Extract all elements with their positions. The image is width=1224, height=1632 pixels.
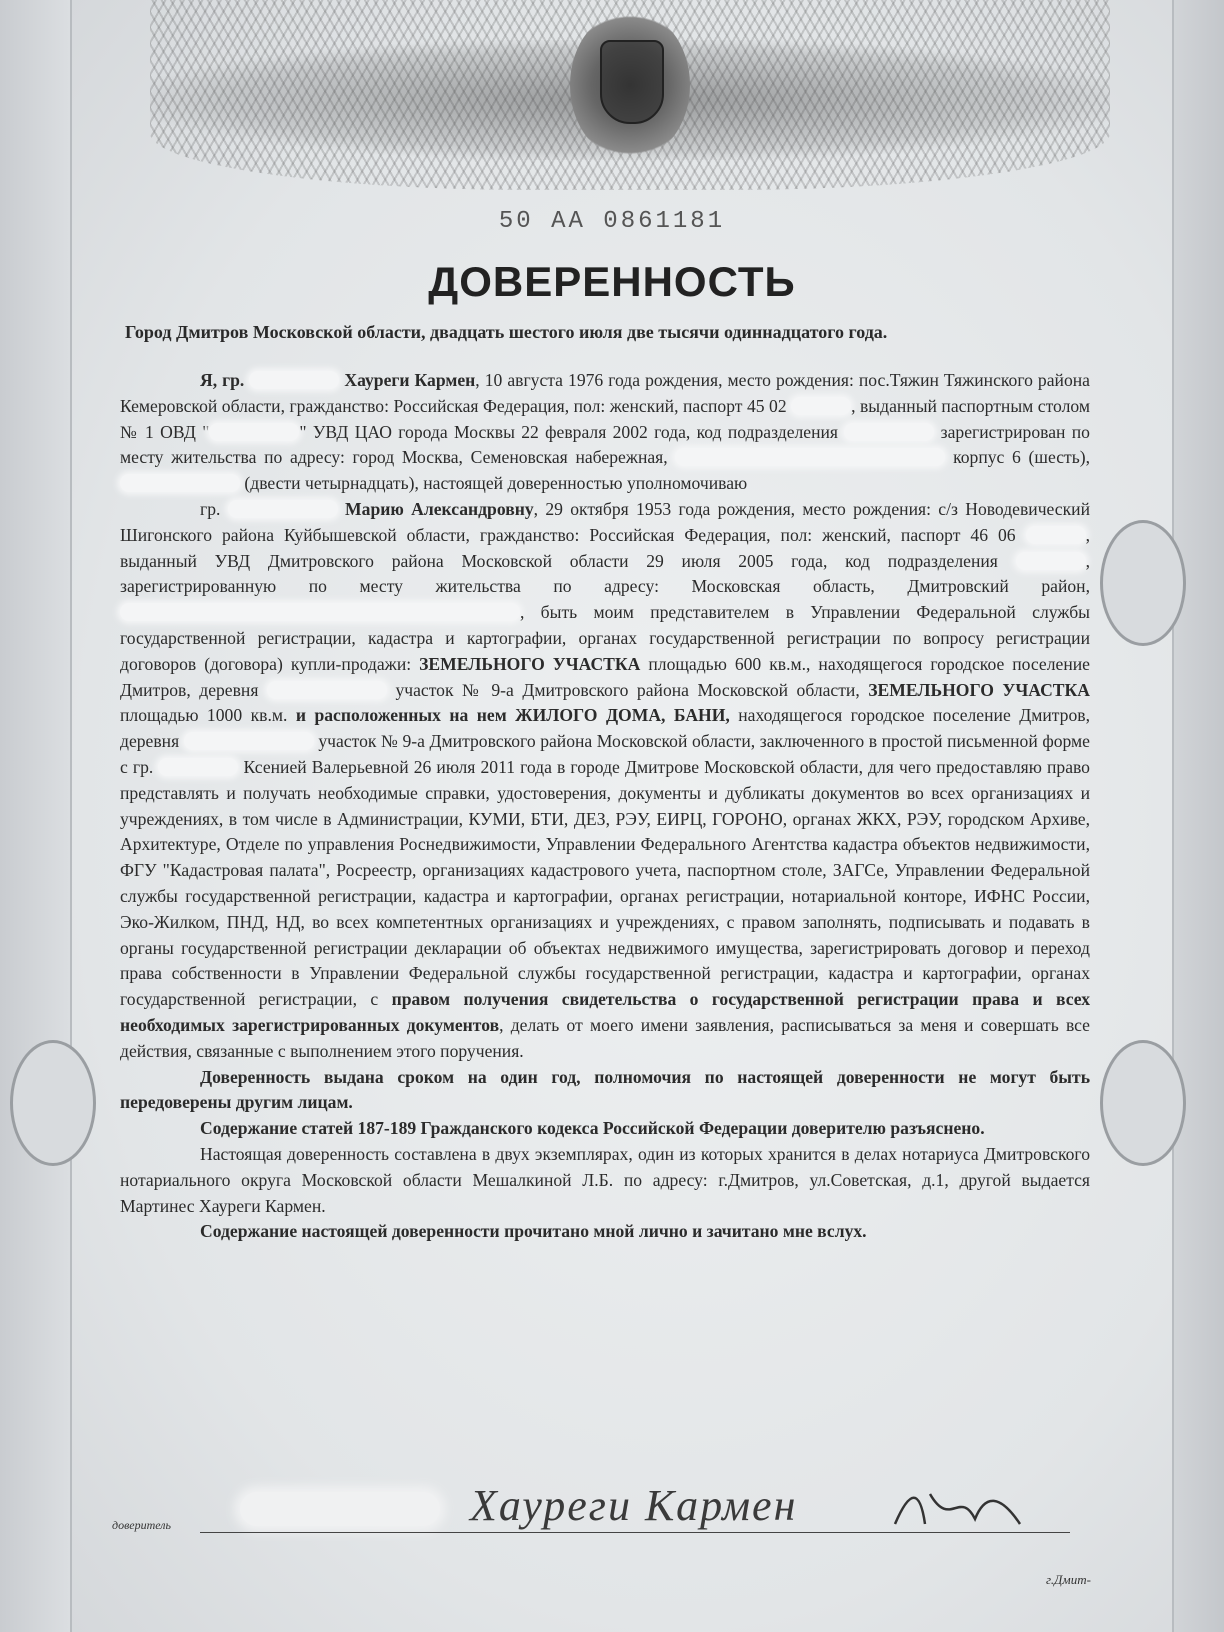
handwritten-signature-name: Хауреги Кармен xyxy=(470,1481,798,1530)
paragraph-representative: гр. Марию Александровну, 29 октября 1953 года рождения, место рождения: с/з Новодевический Шигонского района Куйбышевской области, гражданство: Российская Федерация, пол: женский, паспорт 46 06 , выданный УВД Дмитровского района Московской области 29 июля 2005 года, код подразделения , зарегистрированную по месту жительства по адресу: Московская область, Дмитровский район, , быть моим представителем в Управлении Федеральной службы государственной регистрации, кадастра и картографии, органах государственной регистрации по вопросу регистрации договоров (договора) купли-продажи: ЗЕМЕЛЬНОГО УЧАСТКА площадью 600 кв.м., находящегося городское поселение Дмитров, деревня участок № 9-а Дмитровского района Московской области, ЗЕМЕЛЬНОГО УЧАСТКА площадью 1000 кв.м. и расположенных на нем ЖИЛОГО ДОМА, БАНИ, находящегося городское поселение Дмитров, деревня участок № 9-а Дмитровского района Московской области, заключенного в простой письменной форме с гр. Ксенией Валерьевной 26 июля 2011 года в городе Дмитрове Московской области, для чего предоставляю право представлять и получать необходимые справки, удостоверения, документы и дубликаты документов во всех организациях и учреждениях, в том числе в Администрации, КУМИ, БТИ, ДЕЗ, РЭУ, ЕИРЦ, ГОРОНО, органах ЖКХ, РЭУ, городском Архиве, Архитектуре, Отделе по управления Роснедвижимости, Управлении Федерального Агентства кадастра объектов недвижимости, ФГУ "Кадастровая палата", Росреестр, организациях кадастрового учета, паспортном столе, ЗАГСе, Управлении Федеральной службы государственной регистрации, кадастра и картографии, органах регистрации, нотариальной конторе, ИФНС России, Эко-Жилком, ПНД, НД, во всех компетентных организациях и учреждениях, с правом заполнять, подписывать и подавать в органы государственной регистрации декларации об объектах недвижимого имущества, зарегистрировать договор и переход права собственности в Управлении Федеральной службы государственной регистрации, кадастра и картографии, органах государственной регистрации, с правом получения свидетельства о государственной регистрации права и всех необходимых зарегистрированных документов, делать от моего имени заявления, расписываться за меня и совершать все действия, связанные с выполнением этого поручения. xyxy=(120,498,1090,1061)
paragraph-read-aloud: Содержание настоящей доверенности прочитано мной лично и зачитано мне вслух. xyxy=(200,1221,867,1242)
redacted-block xyxy=(228,500,338,518)
redacted-block xyxy=(675,448,945,466)
redacted-block xyxy=(1026,526,1086,544)
redacted-block xyxy=(844,423,934,441)
redacted-block xyxy=(209,423,299,441)
scroll-curl-right-bottom xyxy=(1100,1040,1186,1166)
paragraph-term: Доверенность выдана сроком на один год, полномочия по настоящей доверенности не могут быть передоверены другим лицам. xyxy=(120,1066,1090,1113)
document-title: ДОВЕРЕННОСТЬ xyxy=(428,258,796,305)
scroll-curl-right-top xyxy=(1100,520,1186,646)
redacted-block xyxy=(158,758,238,776)
form-serial-number: 50 АА 0861181 xyxy=(498,208,726,235)
signature-scribble xyxy=(890,1484,1030,1534)
signature-label: доверитель xyxy=(112,1518,171,1532)
redacted-block xyxy=(184,732,314,750)
redacted-signature-surname xyxy=(240,1492,440,1526)
paragraph-civil-code: Содержание статей 187-189 Гражданского кодекса Российской Федерации доверителю разъяснено. xyxy=(200,1118,985,1139)
paragraph-copies: Настоящая доверенность составлена в двух экземплярах, один из которых хранится в делах нотариуса Дмитровского нотариального округа Московской области Мешалкиной Л.Б. по адресу: г.Дмитров, ул.Советская, д.1, другой выдается Мартинес Хауреги Кармен. xyxy=(120,1143,1090,1216)
redacted-block xyxy=(249,371,339,389)
redacted-block xyxy=(791,397,851,415)
redacted-block xyxy=(267,681,387,699)
document-body xyxy=(120,368,1090,1245)
redacted-block xyxy=(120,474,240,492)
redacted-block xyxy=(1016,552,1086,570)
scroll-curl-left-bottom xyxy=(10,1040,96,1166)
place-and-date: Город Дмитров Московской области, двадцать шестого июля две тысячи одиннадцатого года. xyxy=(125,322,888,342)
footer-fragment: г.Дмит- xyxy=(1046,1572,1091,1587)
paragraph-principal: Я, гр. Хауреги Кармен, 10 августа 1976 года рождения, место рождения: пос.Тяжин Тяжинского района Кемеровской области, гражданство: Российская Федерация, пол: женский, паспорт 45 02 , выданный паспортным столом № 1 ОВД " " УВД ЦАО города Москвы 22 февраля 2002 года, код подразделения зарегистрирован по месту жительства по адресу: город Москва, Семеновская набережная, корпус 6 (шесть), (двести четырнадцать), настоящей доверенностью уполномочиваю xyxy=(120,370,1090,494)
coat-of-arms-emblem xyxy=(570,10,690,160)
signature-line xyxy=(200,1532,1070,1533)
redacted-block xyxy=(120,603,520,621)
